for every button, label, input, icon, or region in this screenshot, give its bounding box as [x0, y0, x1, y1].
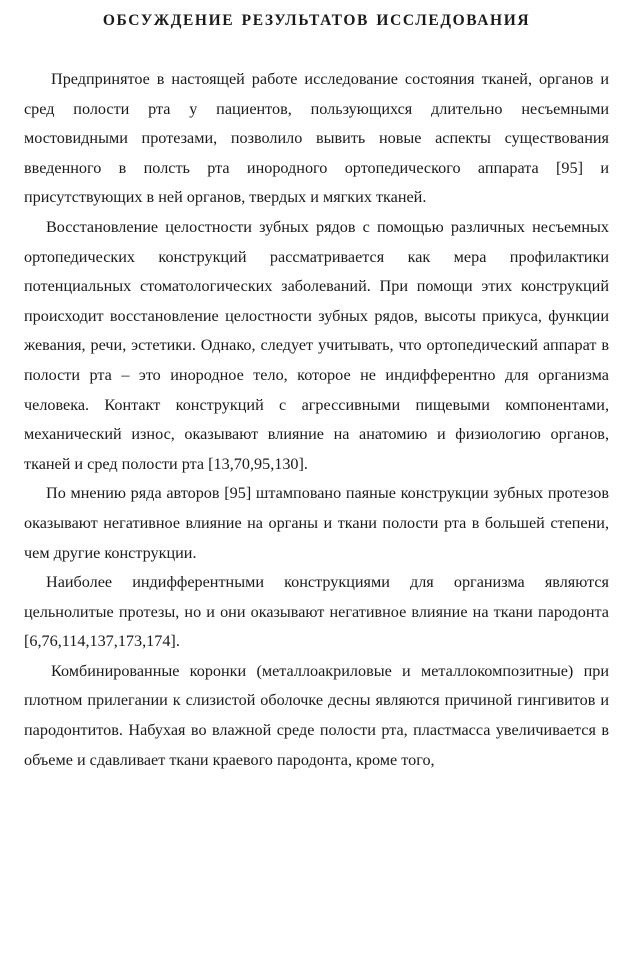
paragraph-3: По мнению ряда авторов [95] штамповано паяные конструкции зубных протезов оказывают негативное влияние на органы и ткани полости рта в большей степени, чем другие конструкции.	[24, 484, 609, 562]
paragraph-1: Предпринятое в настоящей работе исследование состояния тканей, органов и сред полости рта у пациентов, пользующихся длительно несъемными мостовидными протезами, позволило вывить новые аспекты существования введенного в полсть рта инородного ортопедического аппарата [95] и присутствующих в ней органов, твердых и мягких тканей.	[24, 70, 609, 207]
page-title: ОБСУЖДЕНИЕ РЕЗУЛЬТАТОВ ИССЛЕДОВАНИЯ	[102, 12, 531, 29]
paragraph-4: Наиболее индифферентными конструкциями для организма являются цельнолитые протезы, но и они оказывают негативное влияние на ткани пародонта [6,76,114,137,173,174].	[24, 573, 609, 651]
paragraph-2: Восстановление целостности зубных рядов с помощью различных несъемных ортопедических конструкций рассматривается как мера профилактики потенциальных стоматологических заболеваний. При помощи этих конструкций происходит восстановление целостности зубных рядов, высоты прикуса, функции жевания, речи, эстетики. Однако, следует учитывать, что ортопедический аппарат в полости рта – это инородное тело, которое не индифферентно для организма человека. Контакт конструкций с агрессивными пищевыми компонентами, механический износ, оказывают влияние на анатомию и физиологию органов, тканей и сред полости рта [13,70,95,130].	[24, 217, 609, 473]
paragraph-5: Комбинированные коронки (металлоакриловые и металлокомпозитные) при плотном прилегании к слизистой оболочке десны являются причиной гингивитов и пародонтитов. Набухая во влажной среде полости рта, пластмасса увеличивается в объеме и сдавливает ткани краевого пародонта, кроме того,	[24, 661, 609, 769]
body-text	[24, 65, 609, 775]
